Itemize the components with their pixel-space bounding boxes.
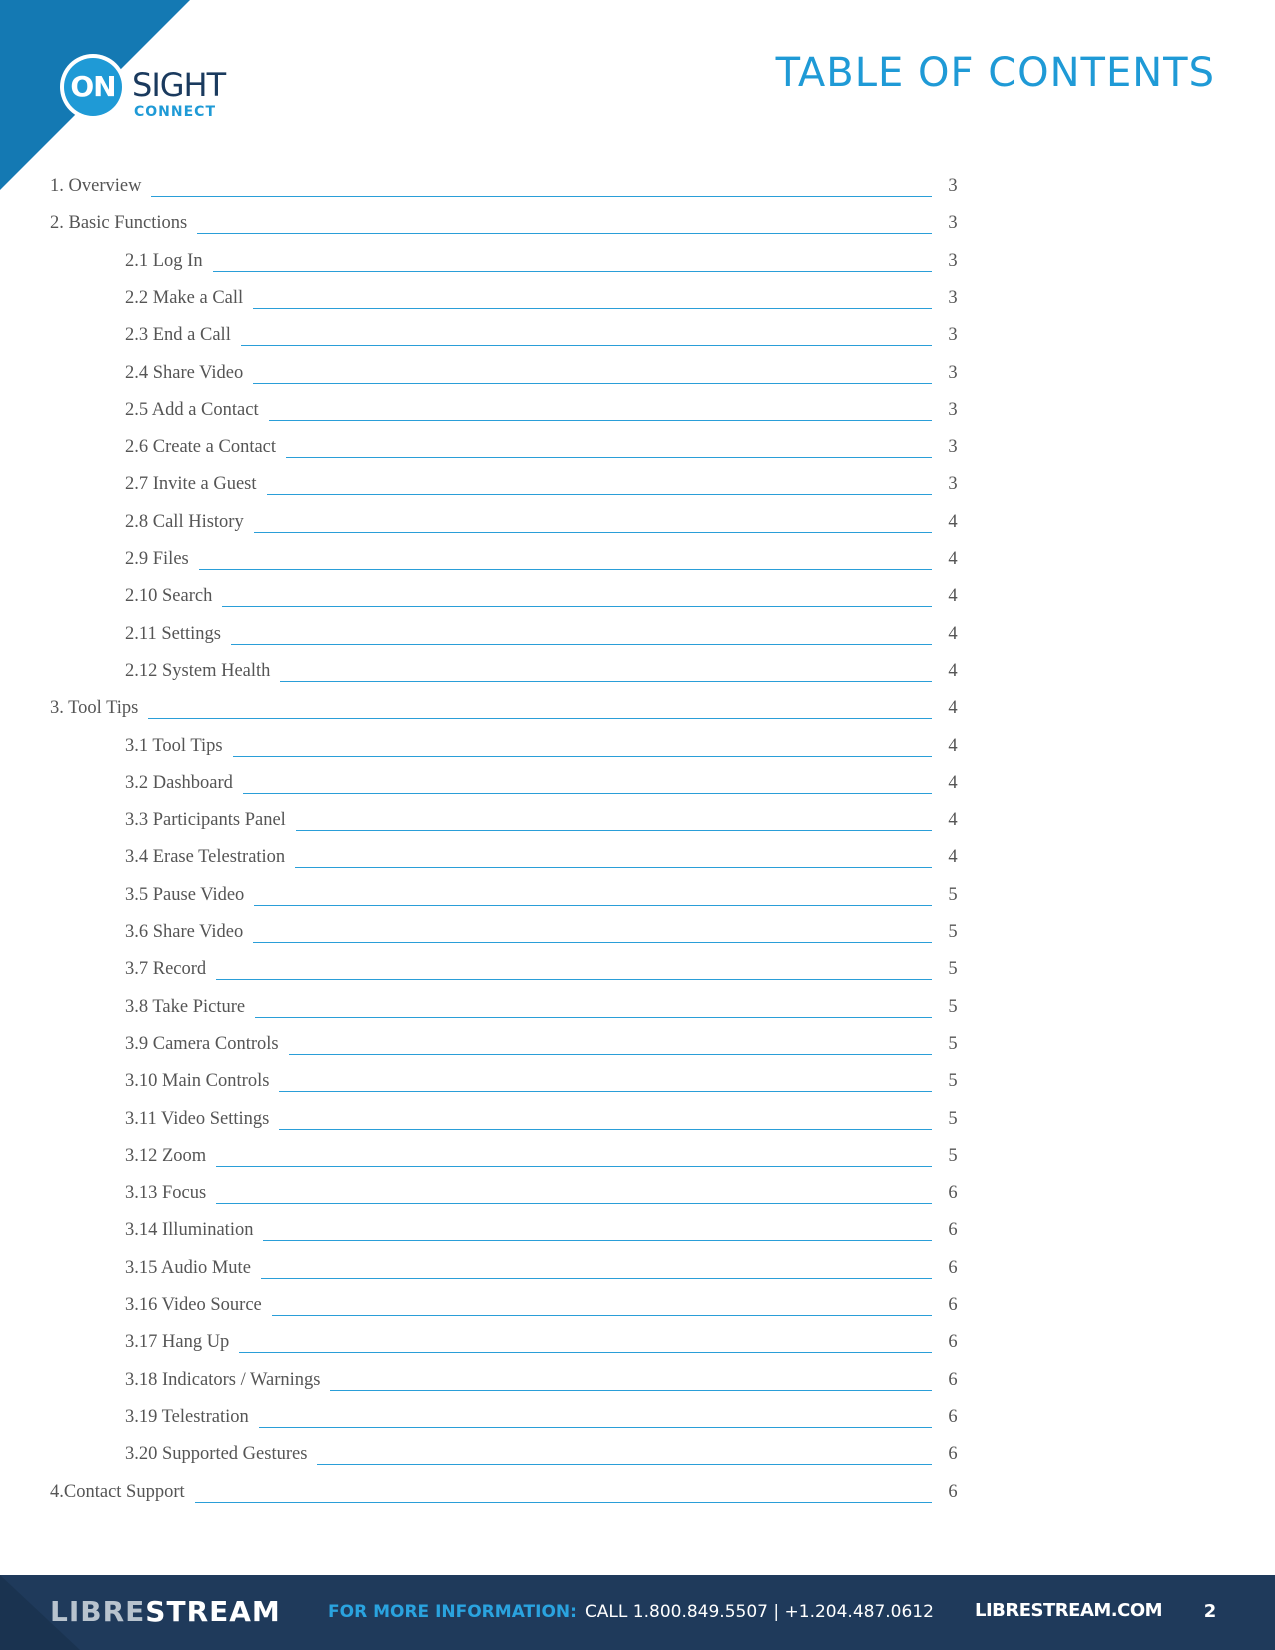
toc-entry[interactable] xyxy=(0,1252,1000,1282)
toc-entry[interactable] xyxy=(0,319,1000,349)
toc-leader-line xyxy=(125,606,932,607)
toc-entry-page-number: 3 xyxy=(948,325,958,346)
toc-leader-line xyxy=(125,271,932,272)
toc-entry[interactable] xyxy=(0,1326,1000,1356)
toc-entry[interactable] xyxy=(0,841,1000,871)
toc-entry-page-number: 6 xyxy=(948,1369,958,1390)
toc-entry-label: 3.20 Supported Gestures xyxy=(125,1444,317,1465)
toc-entry-page-number: 5 xyxy=(948,1108,958,1129)
footer-info-label: FOR MORE INFORMATION: xyxy=(328,1602,577,1622)
toc-entry-label: 3.13 Focus xyxy=(125,1183,216,1204)
toc-entry-page-number: 6 xyxy=(948,1332,958,1353)
toc-entry-page-number: 4 xyxy=(948,847,958,868)
toc-entry[interactable] xyxy=(0,543,1000,573)
footer-website-link[interactable]: LIBRESTREAM.COM xyxy=(975,1600,1163,1621)
toc-entry-page-number: 6 xyxy=(948,1183,958,1204)
toc-entry-page-number: 4 xyxy=(948,698,958,719)
page-title: TABLE OF CONTENTS xyxy=(775,50,1215,96)
toc-entry-label: 2.10 Search xyxy=(125,586,222,607)
toc-entry-label: 3.14 Illumination xyxy=(125,1220,263,1241)
toc-entry[interactable] xyxy=(0,1401,1000,1431)
toc-entry[interactable] xyxy=(0,1065,1000,1095)
toc-entry[interactable] xyxy=(0,1103,1000,1133)
toc-leader-line xyxy=(125,979,932,980)
toc-entry-page-number: 3 xyxy=(948,287,958,308)
toc-entry[interactable] xyxy=(0,1289,1000,1319)
toc-leader-line xyxy=(125,756,932,757)
toc-entry-label: 4.Contact Support xyxy=(50,1482,195,1503)
toc-entry-page-number: 6 xyxy=(948,1444,958,1465)
toc-entry-page-number: 3 xyxy=(948,362,958,383)
toc-entry-page-number: 3 xyxy=(948,213,958,234)
toc-entry-label: 2.5 Add a Contact xyxy=(125,400,269,421)
toc-entry-label: 2.3 End a Call xyxy=(125,325,241,346)
toc-entry[interactable] xyxy=(0,991,1000,1021)
toc-entry-label: 3.2 Dashboard xyxy=(125,773,243,794)
toc-leader-line xyxy=(50,196,932,197)
logo-sight: SIGHT xyxy=(132,66,226,104)
toc-entry-label: 3.4 Erase Telestration xyxy=(125,847,295,868)
toc-leader-line xyxy=(125,569,932,570)
footer xyxy=(0,1575,1275,1650)
toc-entry-page-number: 6 xyxy=(948,1257,958,1278)
toc-entry-label: 2.4 Share Video xyxy=(125,363,253,384)
toc-entry[interactable] xyxy=(0,394,1000,424)
toc-entry[interactable] xyxy=(0,245,1000,275)
toc-entry-page-number: 6 xyxy=(948,1295,958,1315)
toc-entry[interactable] xyxy=(0,1476,1000,1506)
toc-entry[interactable] xyxy=(0,618,1000,648)
toc-entry-label: 3.10 Main Controls xyxy=(125,1071,279,1092)
footer-page-number: 2 xyxy=(1203,1601,1217,1622)
toc-entry-page-number: 5 xyxy=(948,1071,958,1092)
toc-entry[interactable] xyxy=(0,1438,1000,1468)
toc-entry[interactable] xyxy=(0,1214,1000,1244)
toc-entry[interactable] xyxy=(0,953,1000,983)
toc-entry-page-number: 5 xyxy=(948,922,958,942)
toc-entry[interactable] xyxy=(0,767,1000,797)
toc-entry-page-number: 3 xyxy=(948,474,958,495)
toc-entry[interactable] xyxy=(0,804,1000,834)
toc-entry[interactable] xyxy=(0,282,1000,312)
toc-entry[interactable] xyxy=(0,916,1000,946)
footer-phone-numbers: CALL 1.800.849.5507 | +1.204.487.0612 xyxy=(584,1602,934,1622)
toc-entry[interactable] xyxy=(0,879,1000,909)
toc-entry[interactable] xyxy=(0,207,1000,237)
brand-stream: STREAM xyxy=(145,1595,281,1628)
toc-entry[interactable] xyxy=(0,1364,1000,1394)
toc-entry-page-number: 3 xyxy=(948,176,958,196)
toc-entry-label: 1. Overview xyxy=(50,176,151,197)
toc-entry-label: 3.7 Record xyxy=(125,959,216,980)
toc-entry-label: 3.19 Telestration xyxy=(125,1407,259,1428)
brand-libre: LIBRE xyxy=(50,1595,146,1628)
toc-entry[interactable] xyxy=(0,580,1000,610)
toc-entry-page-number: 5 xyxy=(948,959,958,980)
toc-entry-label: 2.11 Settings xyxy=(125,624,231,645)
toc-entry-page-number: 6 xyxy=(948,1220,958,1241)
toc-entry-label: 3.16 Video Source xyxy=(125,1295,272,1316)
toc-entry-label: 3.3 Participants Panel xyxy=(125,810,296,831)
toc-entry[interactable] xyxy=(0,1028,1000,1058)
toc-entry[interactable] xyxy=(0,730,1000,760)
toc-entry[interactable] xyxy=(0,357,1000,387)
toc-entry-page-number: 3 xyxy=(948,399,958,420)
toc-entry-label: 2.12 System Health xyxy=(125,661,280,682)
logo-on: ON xyxy=(64,58,122,116)
toc-entry-page-number: 6 xyxy=(948,1406,958,1427)
toc-entry-label: 3.12 Zoom xyxy=(125,1146,216,1167)
toc-entry[interactable] xyxy=(0,655,1000,685)
toc-entry-label: 3.18 Indicators / Warnings xyxy=(125,1370,330,1391)
toc-entry[interactable] xyxy=(0,170,1000,200)
logo-connect: CONNECT xyxy=(134,104,216,120)
toc-entry-label: 3. Tool Tips xyxy=(50,698,148,719)
toc-entry-label: 3.5 Pause Video xyxy=(125,885,254,906)
toc-entry-label: 2.7 Invite a Guest xyxy=(125,474,267,495)
toc-leader-line xyxy=(125,345,932,346)
footer-contact-info xyxy=(328,1602,934,1622)
toc-entry-page-number: 4 xyxy=(948,810,958,831)
toc-entry[interactable] xyxy=(0,1140,1000,1170)
toc-entry-page-number: 3 xyxy=(948,437,958,458)
toc-entry-page-number: 6 xyxy=(948,1481,958,1502)
toc-entry[interactable] xyxy=(0,1177,1000,1207)
toc-entry-label: 3.17 Hang Up xyxy=(125,1332,239,1353)
toc-entry-page-number: 4 xyxy=(948,549,958,569)
toc-entry[interactable] xyxy=(0,431,1000,461)
toc-leader-line xyxy=(125,793,932,794)
toc-entry-label: 2.6 Create a Contact xyxy=(125,437,286,458)
toc-entry-label: 3.1 Tool Tips xyxy=(125,736,233,757)
toc-entry-page-number: 4 xyxy=(948,735,958,756)
toc-entry-label: 2.9 Files xyxy=(125,549,199,570)
toc-leader-line xyxy=(125,644,932,645)
toc-entry-label: 3.15 Audio Mute xyxy=(125,1258,261,1279)
toc-entry-label: 3.11 Video Settings xyxy=(125,1109,279,1130)
toc-entry-label: 3.8 Take Picture xyxy=(125,997,255,1018)
toc-entry-page-number: 4 xyxy=(948,623,958,644)
toc-entry-page-number: 4 xyxy=(948,511,958,532)
toc-entry[interactable] xyxy=(0,692,1000,722)
toc-entry-page-number: 4 xyxy=(948,586,958,607)
toc-leader-line xyxy=(125,1203,932,1204)
toc-entry-page-number: 5 xyxy=(948,884,958,905)
toc-entry-page-number: 5 xyxy=(948,996,958,1017)
toc-entry[interactable] xyxy=(0,506,1000,536)
toc-entry-page-number: 4 xyxy=(948,660,958,681)
toc-entry-label: 2.2 Make a Call xyxy=(125,288,253,309)
toc-entry-page-number: 4 xyxy=(948,772,958,793)
toc-entry[interactable] xyxy=(0,468,1000,498)
toc-entry-label: 2.8 Call History xyxy=(125,512,254,533)
toc-entry-page-number: 5 xyxy=(948,1145,958,1166)
logo-circle xyxy=(60,54,126,120)
toc-entry-label: 2. Basic Functions xyxy=(50,213,197,234)
toc-entry-page-number: 5 xyxy=(948,1033,958,1054)
librestream-logo xyxy=(50,1595,281,1628)
toc-leader-line xyxy=(125,1166,932,1167)
toc-entry-label: 2.1 Log In xyxy=(125,251,213,272)
toc-entry-label: 3.9 Camera Controls xyxy=(125,1034,289,1055)
toc-leader-line xyxy=(50,718,932,719)
toc-entry-label: 3.6 Share Video xyxy=(125,922,253,943)
toc-leader-line xyxy=(125,1352,932,1353)
toc-entry-page-number: 3 xyxy=(948,250,958,271)
